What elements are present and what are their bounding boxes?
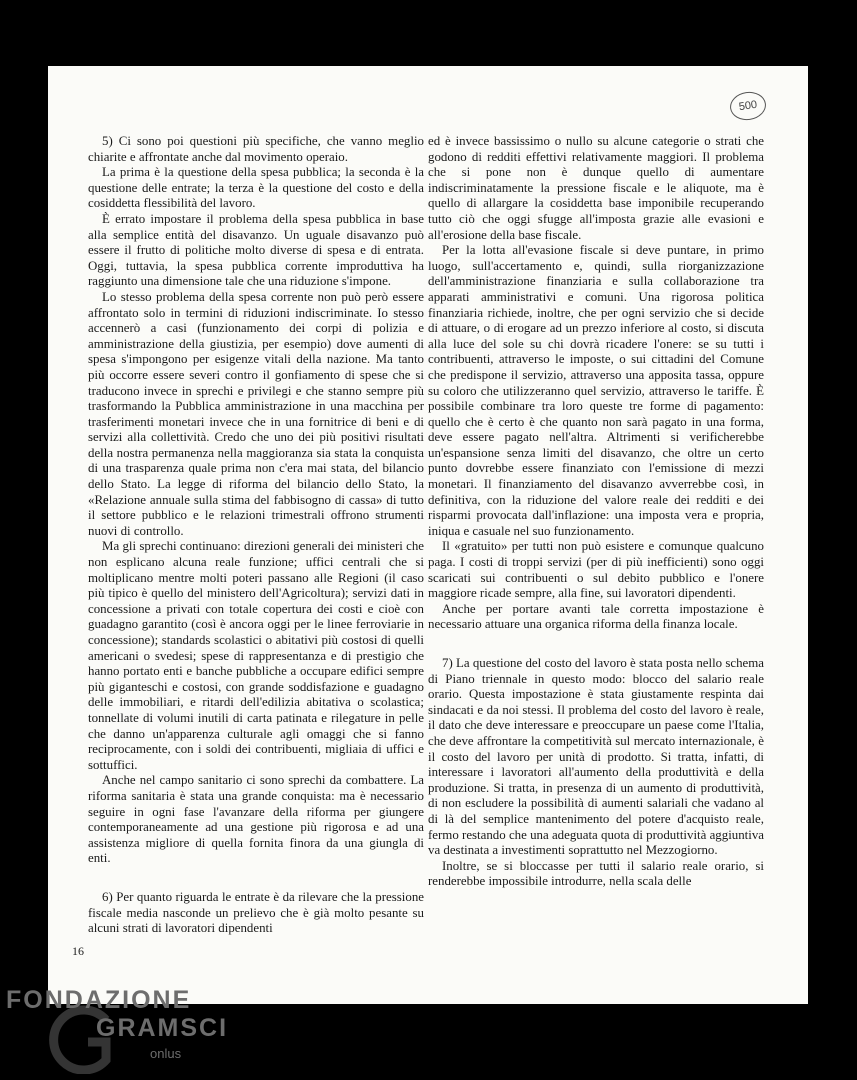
paragraph: Il «gratuito» per tutti non può esistere e comunque qualcuno paga. I costi di troppi servizi (per di più inefficienti) sono oggi scaricati sui contribuenti o sul debito pubblico e l'onere maggiore ricade sempre, alla fine, sui lavoratori dipendenti.	[428, 539, 764, 601]
paragraph: Ma gli sprechi continuano: direzioni generali dei ministeri che non esplicano alcuna reale funzione; uffici centrali che si moltiplicano mentre molti poteri passano alle Regioni (il caso più tipico è quello del ministero dell'Agricoltura); servizi dati in concessione a privati con totale copertura dei costi e cioè con guadagno garantito (così è ancora oggi per le linee ferroviarie in concessione); standards scolastici o abitativi più costosi di quelli americani o svedesi; spese di rappresentanza e di prestigio che hanno portato enti e banche pubbliche a occupare edifici sempre più giganteschi e costosi, con grande soddisfazione e guadagno delle immobiliari, e ritardi dell'edilizia abitativa o scolastica; tonnellate di volumi inutili di carta patinata e rilegature in pelle che danno un'apparenza culturale agli omaggi che si fanno reciprocamente, con i soldi dei contribuenti, migliaia di uffici e sottuffici.	[88, 539, 424, 772]
paragraph: È errato impostare il problema della spesa pubblica in base alla semplice entità del disavanzo. Un uguale disavanzo può essere il frutto di politiche molto diverse di spesa e di entrata. Oggi, tuttavia, la spesa pubblica corrente improduttiva ha raggiunto una dimensione tale che una riduzione s'impone.	[88, 211, 424, 289]
archive-stamp: 500	[728, 90, 768, 123]
paragraph: 6) Per quanto riguarda le entrate è da rilevare che la pressione fiscale media nasconde un prelievo che è già molto pesante su alcuni strati di lavoratori dipendenti	[88, 889, 424, 936]
paragraph: Lo stesso problema della spesa corrente non può però essere affrontato solo in termini di riduzioni indiscriminate. Io stesso accennerò a casi (funzionamento dei corpi di polizia e amministrazione della giustizia, per esempio) dove aumenti di spesa s'impongono per esigenze vitali della nazione. Ma tanto più occorre essere severi contro il gonfiamento di spese che si traducono invece in sprechi e privilegi e che stanno sempre più trasformando la Pubblica amministrazione in una macchina per trasferimenti monetari invece che in una fornitrice di beni e di servizi alla collettività. Credo che uno dei più positivi risultati della nostra permanenza nella maggioranza sia stata la conquista di una trasparenza quale prima non c'era mai stata, del bilancio dello Stato. La legge di riforma del bilancio dello Stato, la «Relazione annuale sulla stima del fabbisogno di cassa» di tutto il settore pubblico e le relazioni trimestrali offrono strumenti nuovi di controllo.	[88, 289, 424, 538]
paragraph: La prima è la questione della spesa pubblica; la seconda è la questione delle entrate; la terza è la questione del costo e della cosiddetta flessibilità del lavoro.	[88, 165, 424, 211]
paragraph: Inoltre, se si bloccasse per tutti il salario reale orario, si renderebbe impossibile introdurre, nella scala delle	[428, 858, 764, 889]
paragraph: 7) La questione del costo del lavoro è stata posta nello schema di Piano triennale in questo modo: blocco del salario reale orario. Questa impostazione è stata giustamente respinta dai sindacati e da noi stessi. Il problema del costo del lavoro è reale, il dato che deve interessare e preoccupare un paese come l'Italia, che deve affrontare la competitività sul mercato internazionale, è il costo del lavoro per unità di prodotto. Si tratta, infatti, di interessare i lavoratori all'aumento della produttività e della produzione. Si tratta, in presenza di un aumento di produttività, di non escludere la possibilità di aumenti salariali che vadano al di là del semplice mantenimento del potere d'acquisto reale, fermo restando che una adeguata quota di produttività aggiuntiva va destinata a investimenti soprattutto nel Mezzogiorno.	[428, 656, 764, 858]
right-column	[428, 134, 764, 890]
scanned-page	[48, 66, 808, 1004]
paragraph: Anche per portare avanti tale corretta impostazione è necessario attuare una organica riforma della finanza locale.	[428, 601, 764, 632]
paragraph: Per la lotta all'evasione fiscale si deve puntare, in primo luogo, sull'accertamento e, quindi, sulla riorganizzazione dell'amministrazione finanziaria e sulla collaborazione tra apparati amministrativi e comuni. Una rigorosa politica finanziaria richiede, inoltre, che per ogni servizio che si decide di attuare, o di erogare ad un prezzo inferiore al costo, si discuta alla luce del sole su chi dovrà ricadere l'onere: se su tutti i contribuenti, attraverso le imposte, o sui cittadini del Comune che predispone il servizio, attraverso una apposita tassa, oppure su coloro che utilizzeranno quel servizio, attraverso le tariffe. È possibile combinare tra loro queste tre forme di pagamento: quello che è certo è che quanto non sarà pagato in una forma, deve essere pagato nell'altra. Altrimenti si verificherebbe un'espansione senza limiti del disavanzo, che oltre un certo punto dovrebbe essere finanziato con l'emissione di mezzi monetari. Il finanziamento del disavanzo avverrebbe così, in definitiva, con la riduzione del valore reale dei redditi e dei risparmi provocata dall'inflazione: una imposta vera e propria, iniqua e casuale nel suo funzionamento.	[428, 243, 764, 538]
logo-line-3: onlus	[150, 1046, 182, 1061]
page-number: 16	[72, 944, 84, 958]
logo-line-1: FONDAZIONE	[6, 986, 192, 1014]
logo-line-2: GRAMSCI	[96, 1014, 229, 1042]
paragraph: 5) Ci sono poi questioni più specifiche, che vanno meglio chiarite e affrontate anche dal movimento operaio.	[88, 134, 424, 164]
fondazione-gramsci-logo	[6, 984, 246, 1074]
left-column	[88, 134, 424, 937]
paragraph: ed è invece bassissimo o nullo su alcune categorie o strati che godono di redditi effettivi relativamente maggiori. Il problema che si pone non è dunque quello di aumentare indiscriminatamente la pressione fiscale e le aliquote, ma è quello di allargare la cosiddetta base imponibile recuperando tutto ciò che oggi sfugge all'imposta grazie alle evasioni e all'erosione della base fiscale.	[428, 134, 764, 242]
paragraph: Anche nel campo sanitario ci sono sprechi da combattere. La riforma sanitaria è stata una grande conquista: ma è necessario seguire in ogni fase l'avanzare della riforma per giungere contemporaneamente ad una gestione più rigorosa e ad una assistenza migliore di quella fornita finora da una giungla di enti.	[88, 773, 424, 866]
